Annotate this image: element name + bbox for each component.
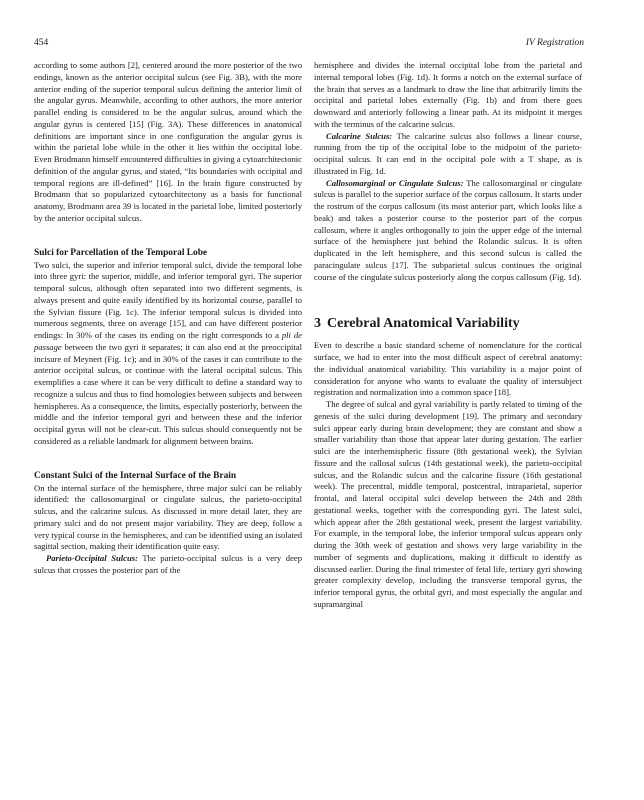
paragraph-calcarine: Calcarine Sulcus: The calcarine sulcus also follows a linear course, running from the tip of the occipital lobe to the midpoint of the parieto-occipital sulcus. It can end in the occipital pole with a T shape, as is illustrated in Fig. 1d. xyxy=(314,130,582,176)
paragraph-parieto-occipital-cont: hemisphere and divides the internal occipital lobe from the parietal and internal temporal lobes (Fig. 1d). It forms a notch on the external surface of the brain that serves as a landmark to draw the line that arbitrarily limits the occipital and parietal lobes externally (Fig. 1b) and from there goes downward and anteriorly following a linear path. At its midpoint it merges with the terminus of the calcarine sulcus. xyxy=(314,60,582,129)
subheading-temporal-lobe: Sulci for Parcellation of the Temporal Lobe xyxy=(34,247,208,258)
page-number: 454 xyxy=(34,38,49,48)
right-column xyxy=(314,60,582,611)
paragraph-variability-intro: Even to describe a basic standard scheme of nomenclature for the cortical surface, we had to enter into the most difficult aspect of cerebral anatomy: the individual anatomical variability. This variability is a major point of consideration for anyone who wants to evaluate the quality of intersubject registration and normalization into a common space [18]. xyxy=(314,340,582,398)
paragraph-cingulate: Callosomarginal or Cingulate Sulcus: The callosomarginal or cingulate sulcus is parallel to the superior surface of the corpus callosum. It starts under the rostrum of the corpus callosum (its most anterior part, which looks like a beak) and takes a posterior course to the posterior part of the corpus callosum, where it angles orthogonally to join the upper edge of the internal surface of the hemisphere just behind the Rolandic sulcus. It is often duplicated in the left hemisphere, and this second sulcus is called the paracingulate sulcus [17]. The subparietal sulcus continues the original course of the cingulate sulcus posteriorly along the corpus callosum (Fig. 1d). xyxy=(314,177,582,282)
paragraph-sulcal-genesis: The degree of sulcal and gyral variability is partly related to timing of the genesis of the sulci during development [19]. The primary and secondary sulci appear early during brain development; they are constant and show a smaller variability than those that appear later during gestation. The earlier sulci are the interhemispheric fissure (8th gestational week), the Sylvian fissure and the callosal sulcus (14th gestational week), the parieto-occipital sulcus, and the Rolandic sulcus and the calcarine fissure (16th gestational week). The precentral, middle temporal, postcentral, intraparietal, superior frontal, and lateral occipital sulci develop between the 24th and 28th gestational weeks, together with the corresponding gyri. The latest sulci, which appear after the 28th gestational week, present the largest variability. For example, in the temporal lobe, the inferior temporal sulcus appears only during the 30th week of gestation and shows very large variability in the number of segments and duplications, making it difficult to identify as discussed earlier. During the final trimester of fetal life, tertiary gyri showing greater complexity develop, including the transverse temporal gyrus, the inferior temporal gyrus, the orbital gyri, and most especially the angular and supramarginal xyxy=(314,399,582,609)
section-number: 3 xyxy=(314,316,321,332)
subheading-internal-surface: Constant Sulci of the Internal Surface of the Brain xyxy=(34,470,237,481)
paragraph-internal-sulci: On the internal surface of the hemisphere, three major sulci can be reliably identified: the callosomarginal or cingulate sulcus, the parieto-occipital sulcus, and the calcarine sulcus. As discussed in more detail later, they are primary sulci and do not present major variability. They are deep, follow a very typical course in the hemispheres, and can be identified using an isolated sagittal section, making their identification quite easy. xyxy=(34,482,302,552)
paragraph-angular-gyrus: according to some authors [2], centered around the more posterior of the two endings, known as the anterior occipital sulcus (see Fig. 3B), with the more anterior ending of the superior temporal sulcus defining the anterior limit of the angular gyrus. Meanwhile, according to other authors, the more anterior parallel ending is considered to be the angular sulcus, around which the angular gyrus is centered [15] (Fig. 3A). These differences in anatomical definitions are important since in one configuration the angular gyrus is within the parietal lobe while in the other it lies within the occipital lobe. Even Brodmann himself encountered difficulties in giving a cytoarchitectonic definition of the angular gyrus, and stated, “Its boundaries with occipital and temporal regions are ill-defined” [16]. In the brain figure constructed by Brodmann that so popularized cytoarchitectony as a basis for functional anatomy, Brodmann area 39 is located in the parietal lobe, limited posteriorly by the anterior occipital sulcus. xyxy=(34,60,302,223)
left-column xyxy=(34,60,302,577)
paragraph-parieto-occipital: Parieto-Occipital Sulcus: The parieto-occipital sulcus is a very deep sulcus that crosses the posterior part of the xyxy=(34,553,303,575)
paragraph-temporal-sulci: Two sulci, the superior and inferior temporal sulci, divide the temporal lobe into three gyri: the superior, middle, and inferior temporal gyri. The superior temporal sulcus, although often separated into two different segments, is always present and quite easily identified by its horizontal course, parallel to the Sylvian fissure (Fig. 1c). The inferior temporal sulcus is divided into numerous segments, three on average [15], and can have different posterior endings: In 30% of the cases its ending on the right corresponds to a pli de passage between the two gyri it separates; it can also end at the preoccipital incisure of Meynert (Fig. 1c); and in 30% of the cases it can contribute to the anterior occipital sulcus, or continue with the lateral occipital sulcus. This exemplifies a case where it can be very difficult to define a standard way to recognize a sulcus and thus to find homologies between subjects and between hemispheres. As a consequence, the limits, especially posteriorly, between the middle and the inferior temporal gyri and between these and the inferior occipital gyrus will not be clear-cut. This sulcus should consequently not be considered as a reliable landmark for alignment between brains. xyxy=(34,259,302,446)
running-title: IV Registration xyxy=(525,38,584,48)
section-title: Cerebral Anatomical Variability xyxy=(327,316,520,332)
section-heading xyxy=(314,316,582,332)
